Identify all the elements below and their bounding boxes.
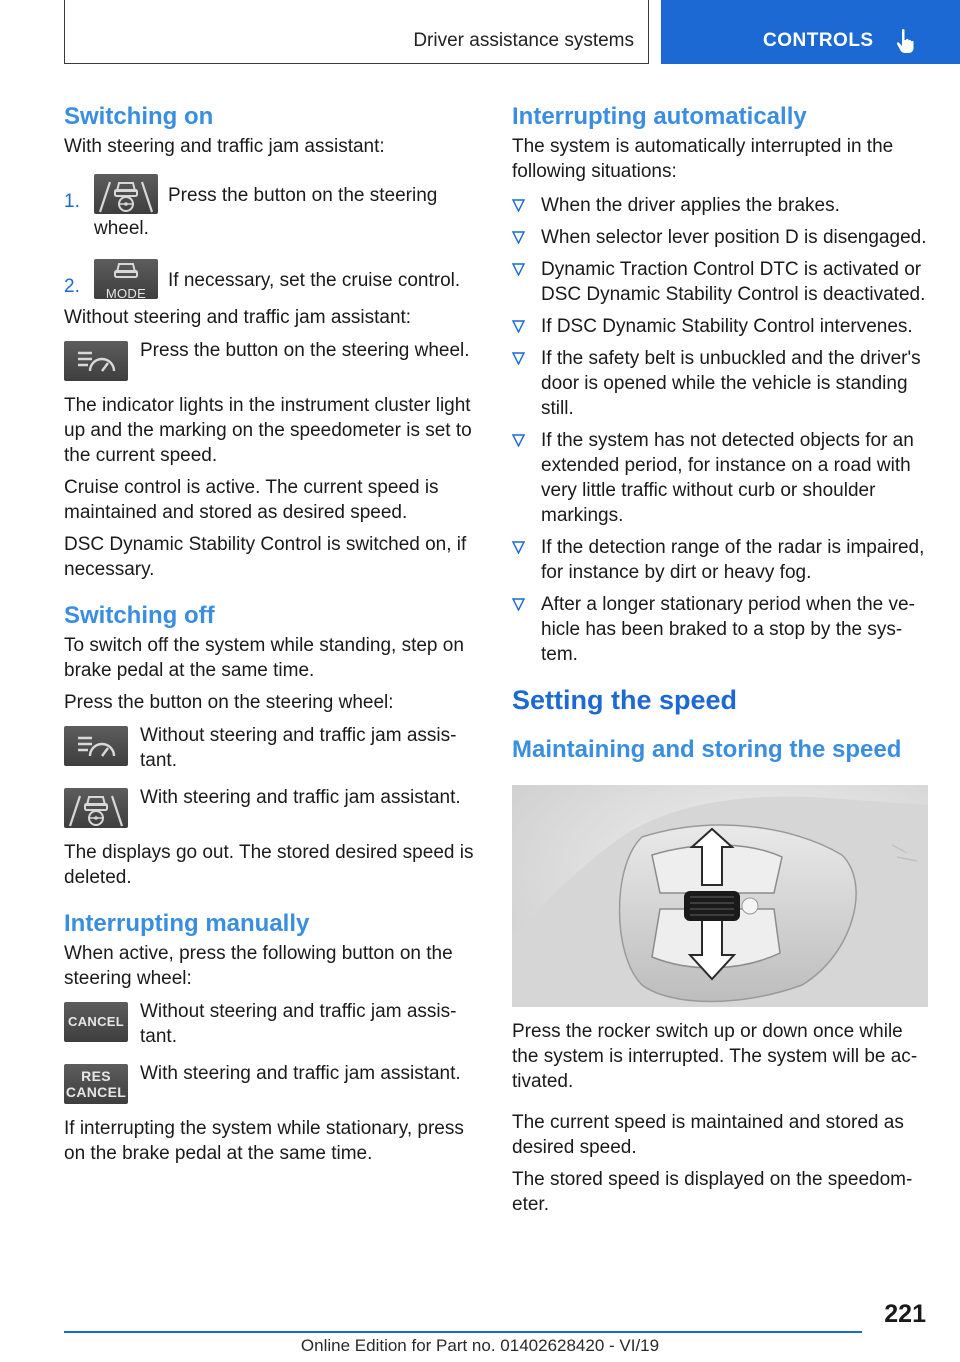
without-icon-text: Press the button on the steering wheel.: [140, 340, 470, 361]
list-item: [512, 225, 932, 250]
row-text: With steering and traffic jam assistant.: [140, 1063, 461, 1084]
list-item: [512, 346, 932, 421]
paragraph: Press the rocker switch up or down once while the system is interrupted. The system will be activated.: [512, 1021, 918, 1092]
heading-setting-the-speed: Setting the speed: [512, 685, 738, 715]
chapter-tab[interactable]: [661, 0, 960, 64]
interrupt-row-1: [64, 999, 480, 1049]
section-title-box: [64, 0, 649, 64]
cruise-control-row: [64, 338, 480, 381]
switch-off-row-1: [64, 723, 480, 773]
list-item: [512, 193, 932, 218]
switch-off-row-2: [64, 785, 480, 828]
mode-button-label: MODE: [105, 286, 147, 299]
res-cancel-button-icon: [64, 1064, 128, 1104]
triangle-bullet-icon: [512, 231, 525, 244]
triangle-bullet-icon: [512, 263, 525, 276]
without-intro: Without steering and traffic jam assistant:: [64, 307, 412, 328]
step-1: [64, 174, 480, 239]
switching-on-steps: [64, 174, 480, 299]
list-item-text: When the driver applies the brakes.: [541, 195, 840, 216]
step-text: Press the button on the steering wheel.: [94, 185, 438, 239]
heading-interrupting-manually: Interrupting manually: [64, 910, 310, 937]
paragraph: Press the button on the steering wheel:: [64, 692, 394, 713]
left-column: [64, 100, 480, 1173]
heading-switching-off: Switching off: [64, 602, 215, 629]
heading-switching-on: Switching on: [64, 103, 214, 130]
step-2: [64, 259, 480, 299]
cancel-button-label: CANCEL: [68, 1014, 124, 1029]
step-text: If necessary, set the cruise control.: [168, 270, 461, 292]
paragraph: If interrupting the system while stationary, press on the brake pedal at the same time.: [64, 1118, 464, 1164]
cancel-label: CANCEL: [65, 1084, 127, 1100]
list-item: [512, 257, 932, 307]
heading-interrupting-automatically: Interrupting automatically: [512, 103, 807, 130]
cruise-control-button-icon: [64, 726, 128, 766]
paragraph: DSC Dynamic Stability Control is switched on, if necessary.: [64, 534, 467, 580]
triangle-bullet-icon: [512, 598, 525, 611]
list-item-text: When selector lever position D is disengaged.: [541, 227, 927, 248]
steering-assistant-button-icon: [64, 788, 128, 828]
row-text: Without steering and traffic jam assistant.: [140, 725, 457, 771]
list-item-text: Dynamic Traction Control DTC is activated or DSC Dynamic Stability Control is deactivated.: [541, 259, 926, 305]
row-text: Without steering and traffic jam assistant.: [140, 1001, 457, 1047]
paragraph: When active, press the following button on the steering wheel:: [64, 943, 453, 989]
right-column: [512, 100, 932, 1224]
list-item: [512, 428, 932, 528]
paragraph: The indicator lights in the instrument cluster light up and the marking on the speedometer is set to the current speed.: [64, 395, 472, 466]
list-item: [512, 314, 932, 339]
cancel-button-icon: [64, 1002, 128, 1042]
paragraph: The displays go out. The stored desired speed is deleted.: [64, 842, 474, 888]
list-item-text: If DSC Dynamic Stability Control intervenes.: [541, 316, 913, 337]
row-text: With steering and traffic jam assistant.: [140, 787, 461, 808]
footer-divider: [64, 1331, 862, 1333]
mode-button-icon: [94, 259, 158, 299]
paragraph: The stored speed is displayed on the speedometer.: [512, 1169, 913, 1215]
paragraph: Cruise control is active. The current speed is maintained and stored as desired speed.: [64, 477, 439, 523]
triangle-bullet-icon: [512, 352, 525, 365]
page-number: 221: [884, 1300, 926, 1328]
edition-note: Online Edition for Part no. 01402628420 - VI/19: [300, 1336, 660, 1355]
step-number: 1.: [64, 191, 80, 212]
list-item-text: If the safety belt is unbuckled and the driver's door is opened while the vehicle is standing still.: [541, 348, 921, 419]
heading-maintaining-speed: Maintaining and storing the speed: [512, 736, 902, 763]
list-item-text: If the system has not detected objects for an extended period, for instance on a road with very little traffic without curb or shoulder markings.: [541, 430, 914, 526]
chapter-title: CONTROLS: [763, 30, 874, 51]
section-title: Driver assistance systems: [413, 30, 634, 51]
pointing-hand-icon: [895, 28, 919, 54]
paragraph: The system is automatically interrupted in the following situations:: [512, 136, 894, 182]
list-item-text: After a longer stationary period when the vehicle has been braked to a stop by the system.: [541, 594, 915, 665]
paragraph: The current speed is maintained and stored as desired speed.: [512, 1112, 904, 1158]
switching-on-intro: With steering and traffic jam assistant:: [64, 136, 385, 157]
page-header: [64, 0, 960, 64]
triangle-bullet-icon: [512, 320, 525, 333]
list-item: [512, 535, 932, 585]
list-item-text: If the detection range of the radar is impaired, for instance by dirt or heavy fog.: [541, 537, 925, 583]
cruise-control-button-icon: [64, 341, 128, 381]
interrupt-row-2: [64, 1061, 480, 1104]
step-number: 2.: [64, 276, 80, 297]
triangle-bullet-icon: [512, 199, 525, 212]
res-label: RES: [81, 1068, 111, 1084]
interruption-list: [512, 193, 932, 667]
paragraph: To switch off the system while standing, step on brake pedal at the same time.: [64, 635, 464, 681]
list-item: [512, 592, 932, 667]
steering-assistant-button-icon: [94, 174, 158, 214]
steering-wheel-rocker-switch-illustration: [512, 785, 928, 1007]
triangle-bullet-icon: [512, 434, 525, 447]
triangle-bullet-icon: [512, 541, 525, 554]
